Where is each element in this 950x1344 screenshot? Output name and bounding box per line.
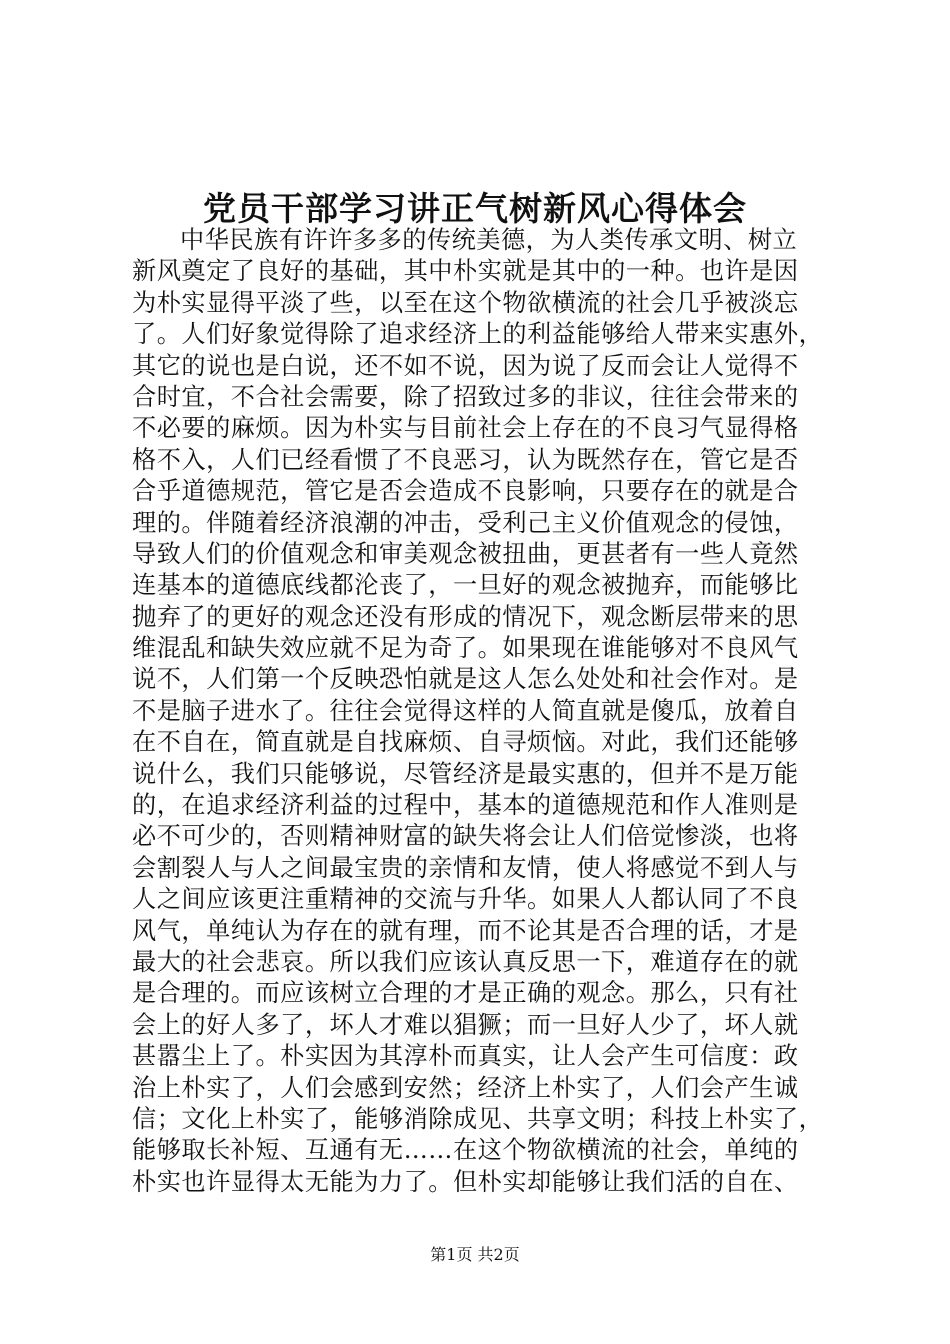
text-line: 新风奠定了良好的基础，其中朴实就是其中的一种。也许是因	[132, 257, 799, 286]
text-line: 甚嚣尘上了。朴实因为其淳朴而真实，让人会产生可信度：政	[132, 1042, 799, 1071]
text-line: 了。人们好象觉得除了追求经济上的利益能够给人带来实惠外，	[132, 320, 824, 349]
text-line: 导致人们的价值观念和审美观念被扭曲，更甚者有一些人竟然	[132, 539, 799, 568]
text-line: 理的。伴随着经济浪潮的冲击，受利己主义价值观念的侵蚀，	[132, 508, 799, 537]
text-line: 能够取长补短、互通有无……在这个物欲横流的社会，单纯的	[132, 1136, 799, 1165]
text-line: 合时宜，不合社会需要，除了招致过多的非议，往往会带来的	[132, 382, 799, 411]
text-line: 维混乱和缺失效应就不足为奇了。如果现在谁能够对不良风气	[132, 634, 799, 663]
body-paragraph	[132, 225, 832, 1198]
text-line: 会割裂人与人之间最宝贵的亲情和友情，使人将感觉不到人与	[132, 853, 799, 882]
text-line: 格不入，人们已经看惯了不良恶习，认为既然存在，管它是否	[132, 445, 799, 474]
text-line: 不是脑子进水了。往往会觉得这样的人简直就是傻瓜，放着自	[132, 696, 799, 725]
text-line: 说什么，我们只能够说，尽管经济是最实惠的，但并不是万能	[132, 759, 799, 788]
text-line: 其它的说也是白说，还不如不说，因为说了反而会让人觉得不	[132, 351, 799, 380]
text-line: 信；文化上朴实了，能够消除成见、共享文明；科技上朴实了，	[132, 1104, 824, 1133]
text-line: 会上的好人多了，坏人才难以猖獗；而一旦好人少了，坏人就	[132, 1010, 799, 1039]
text-line: 最大的社会悲哀。所以我们应该认真反思一下，难道存在的就	[132, 947, 799, 976]
text-line: 抛弃了的更好的观念还没有形成的情况下，观念断层带来的思	[132, 602, 799, 631]
page-title: 党员干部学习讲正气树新风心得体会	[203, 189, 747, 228]
text-line: 说不，人们第一个反映恐怕就是这人怎么处处和社会作对。是	[132, 665, 799, 694]
page-footer: 第1页 共2页	[430, 1245, 520, 1264]
text-line: 必不可少的，否则精神财富的缺失将会让人们倍觉惨淡，也将	[132, 822, 799, 851]
text-line: 在不自在，简直就是自找麻烦、自寻烦恼。对此，我们还能够	[132, 728, 799, 757]
text-line: 朴实也许显得太无能为力了。但朴实却能够让我们活的自在、	[132, 1167, 799, 1196]
text-line: 为朴实显得平淡了些，以至在这个物欲横流的社会几乎被淡忘	[132, 288, 799, 317]
text-line: 治上朴实了，人们会感到安然；经济上朴实了，人们会产生诚	[132, 1073, 799, 1102]
text-line: 的，在追求经济利益的过程中，基本的道德规范和作人准则是	[132, 791, 799, 820]
text-line: 风气，单纯认为存在的就有理，而不论其是否合理的话，才是	[132, 916, 799, 945]
text-line: 不必要的麻烦。因为朴实与目前社会上存在的不良习气显得格	[132, 414, 799, 443]
text-line: 是合理的。而应该树立合理的才是正确的观念。那么，只有社	[132, 979, 799, 1008]
text-line: 中华民族有许许多多的传统美德，为人类传承文明、树立	[180, 226, 798, 254]
text-line: 合乎道德规范，管它是否会造成不良影响，只要存在的就是合	[132, 477, 799, 506]
text-line: 连基本的道德底线都沦丧了，一旦好的观念被抛弃，而能够比	[132, 571, 799, 600]
text-line: 人之间应该更注重精神的交流与升华。如果人人都认同了不良	[132, 885, 799, 914]
